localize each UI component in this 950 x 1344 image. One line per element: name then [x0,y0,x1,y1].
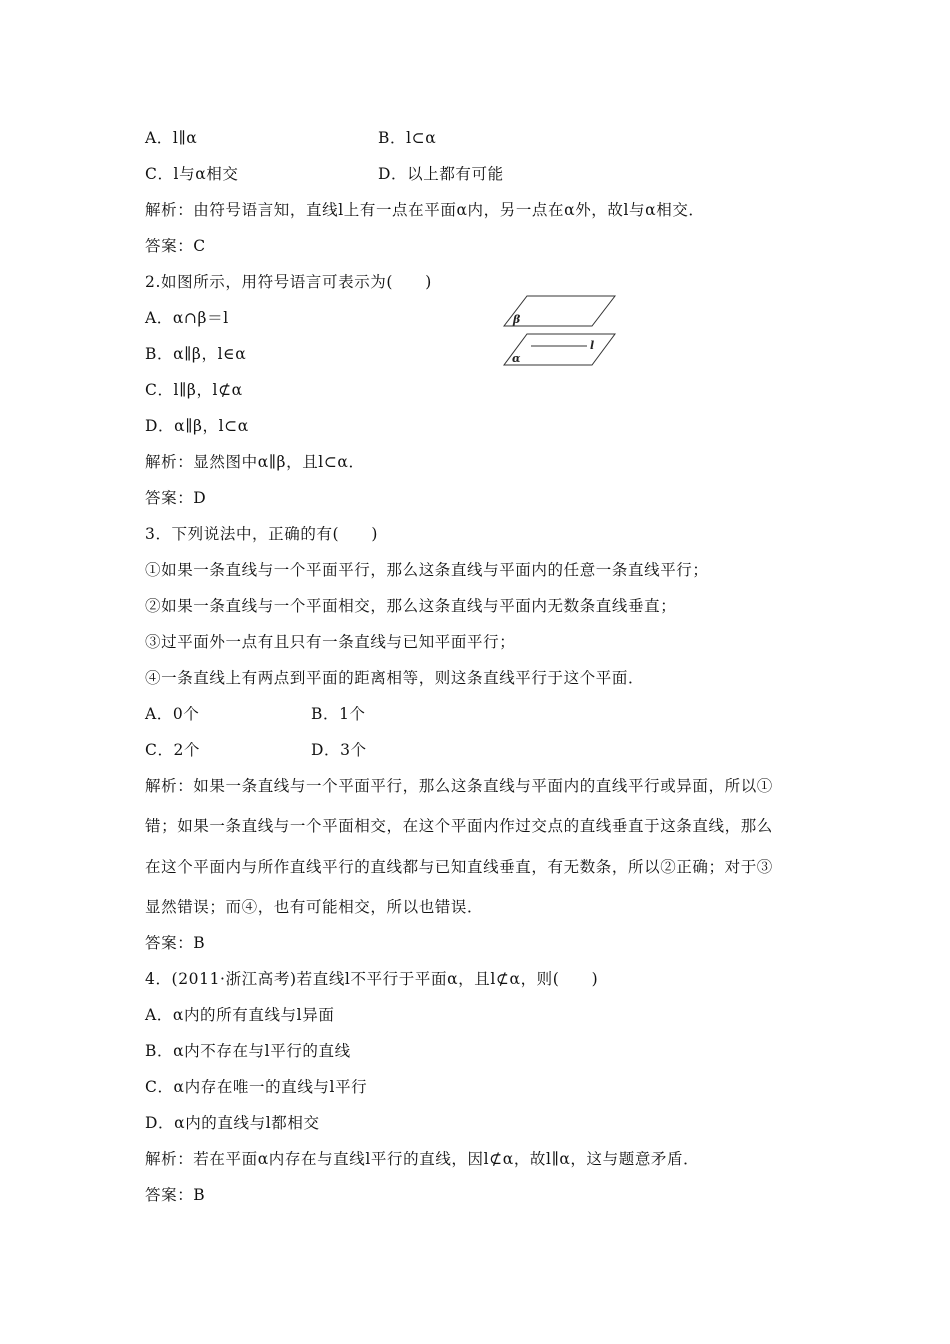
q4-option-c: C．α内存在唯一的直线与l平行 [145,1078,368,1096]
q4-option-b: B．α内不存在与l平行的直线 [145,1042,351,1060]
q2-answer: 答案：D [145,489,207,507]
q3-analysis-line-3: 在这个平面内与所作直线平行的直线都与已知直线垂直，有无数条，所以②正确；对于③ [145,858,773,876]
q3-option-a: A．0个 [145,705,200,723]
q1-option-c: C．l与α相交 [145,165,239,183]
q3-analysis-line-2: 错；如果一条直线与一个平面相交，在这个平面内作过交点的直线垂直于这条直线，那么 [145,817,773,835]
q2-analysis: 解析：显然图中α∥β，且l⊂α． [145,453,365,471]
q3-statement-2: ②如果一条直线与一个平面相交，那么这条直线与平面内无数条直线垂直； [145,597,677,615]
q3-option-d: D．3个 [311,741,367,759]
q2-option-c: C．l∥β，l⊄α [145,381,243,399]
q3-statement-1: ①如果一条直线与一个平面平行，那么这条直线与平面内的任意一条直线平行； [145,561,709,579]
q3-analysis-line-4: 显然错误；而④，也有可能相交，所以也错误． [145,898,484,916]
q2-option-d: D．α∥β，l⊂α [145,417,249,435]
label-beta: β [513,313,521,326]
q3-statement-4: ④一条直线上有两点到平面的距离相等，则这条直线平行于这个平面． [145,669,645,687]
q1-analysis: 解析：由符号语言知，直线l上有一点在平面α内，另一点在α外，故l与α相交． [145,201,705,219]
q2-option-b: B．α∥β，l∈α [145,345,247,363]
q2-stem: 2.如图所示，用符号语言可表示为( ) [145,273,432,291]
q4-option-a: A．α内的所有直线与l异面 [145,1006,335,1024]
q3-statement-3: ③过平面外一点有且只有一条直线与已知平面平行； [145,633,516,651]
label-alpha: α [512,352,521,365]
q3-answer: 答案：B [145,934,206,952]
plane-alpha [504,334,615,365]
q3-stem: 3．下列说法中，正确的有( ) [145,525,379,543]
label-line-l: l [590,339,595,352]
q1-option-a: A．l∥α [145,129,198,147]
q3-option-b: B．1个 [311,705,366,723]
q3-analysis-line-1: 解析：如果一条直线与一个平面平行，那么这条直线与平面内的直线平行或异面，所以① [145,777,773,795]
q4-option-d: D．α内的直线与l都相交 [145,1114,320,1132]
q3-option-c: C．2个 [145,741,201,759]
q1-option-d: D．以上都有可能 [378,165,504,183]
q4-analysis: 解析：若在平面α内存在与直线l平行的直线，因l⊄α，故l∥α，这与题意矛盾． [145,1150,700,1168]
q1-option-b: B．l⊂α [378,129,437,147]
plane-beta [504,296,615,326]
q4-stem: 4．(2011·浙江高考)若直线l不平行于平面α，且l⊄α，则( ) [145,970,599,988]
q1-answer: 答案：C [145,237,206,255]
parallel-planes-figure [503,294,618,370]
q4-answer: 答案：B [145,1186,206,1204]
q2-option-a: A．α∩β＝l [145,309,229,327]
